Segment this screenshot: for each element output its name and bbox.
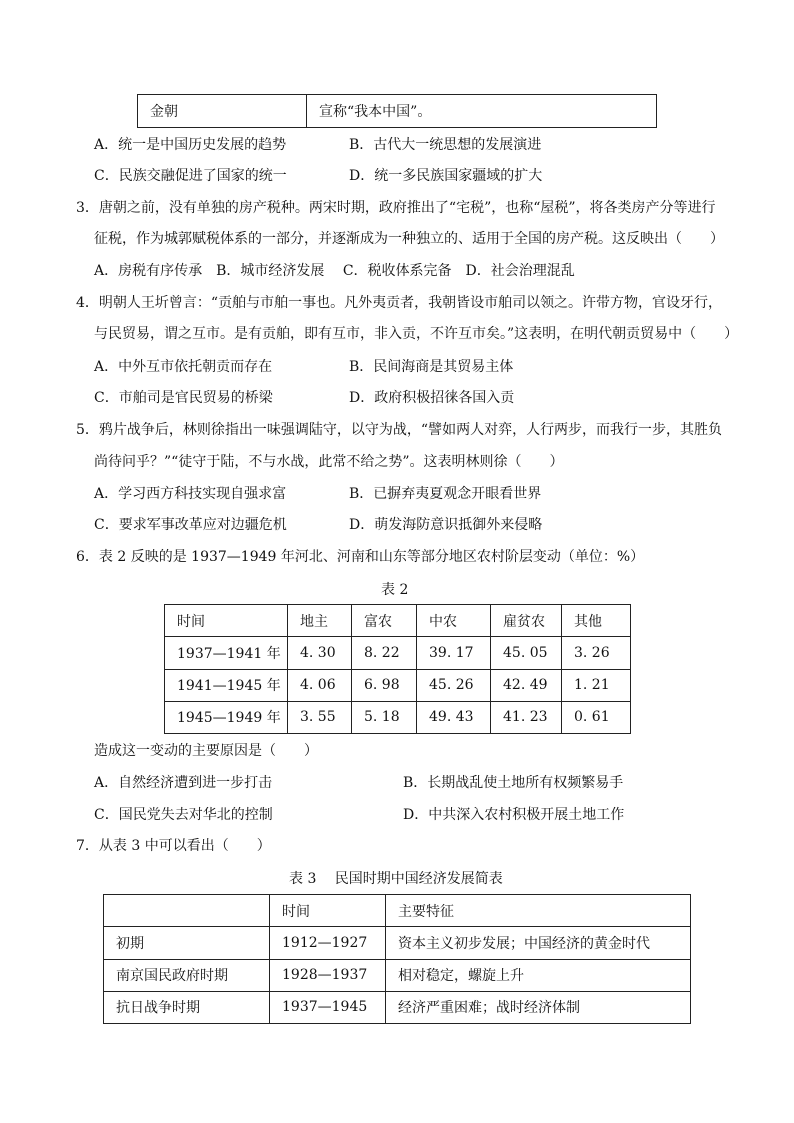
table-header-cell: 中农 bbox=[417, 605, 491, 637]
q6-table-caption: 表 2 bbox=[381, 582, 409, 598]
table-cell: 1937—1941 年 bbox=[165, 637, 288, 669]
q4-option-c: C．市舶司是官民贸易的桥梁 bbox=[94, 390, 273, 406]
table-cell: 4. 30 bbox=[288, 637, 352, 669]
table-header-cell: 时间 bbox=[165, 605, 288, 637]
table-cell: 1912—1927 bbox=[270, 927, 386, 959]
table-header-row bbox=[104, 895, 691, 927]
table-cell: 5. 18 bbox=[352, 701, 417, 733]
q5-option-d: D．萌发海防意识抵御外来侵略 bbox=[349, 517, 543, 533]
table-cell: 1945—1949 年 bbox=[165, 701, 288, 733]
table-row bbox=[165, 701, 631, 733]
q2-table bbox=[137, 94, 657, 128]
q2-option-b: B．古代大一统思想的发展演进 bbox=[349, 137, 542, 153]
table-cell: 41. 23 bbox=[491, 701, 562, 733]
q2-claim-cell: 宣称“我本中国”。 bbox=[307, 95, 657, 128]
table-header-cell: 富农 bbox=[352, 605, 417, 637]
q2-option-c: C．民族交融促进了国家的统一 bbox=[94, 168, 287, 184]
table-row bbox=[104, 927, 691, 959]
table-cell: 39. 17 bbox=[417, 637, 491, 669]
table-cell: 3. 55 bbox=[288, 701, 352, 733]
table-row bbox=[165, 637, 631, 669]
table-row bbox=[104, 959, 691, 991]
table-cell: 抗日战争时期 bbox=[104, 991, 270, 1023]
table-row bbox=[138, 95, 657, 128]
q3-stem-line-1: 3．唐朝之前，没有单独的房产税种。两宋时期，政府推出了“宅税”，也称“屋税”，将各类房产分等进行 bbox=[76, 200, 716, 216]
table-cell: 8. 22 bbox=[352, 637, 417, 669]
table-cell: 资本主义初步发展；中国经济的黄金时代 bbox=[386, 927, 691, 959]
table-cell: 1941—1945 年 bbox=[165, 669, 288, 701]
q5-stem-line-2: 尚待问乎？”“徒守于陆，不与水战，此常不给之势”。这表明林则徐（ ） bbox=[94, 454, 564, 470]
q4-option-b: B．民间海商是其贸易主体 bbox=[349, 359, 514, 375]
table-header-cell: 其他 bbox=[562, 605, 631, 637]
q6-stem-line-1: 6．表 2 反映的是 1937—1949 年河北、河南和山东等部分地区农村阶层变动（单位：%） bbox=[76, 549, 645, 565]
q4-stem-line-1: 4．明朝人王圻曾言：“贡舶与市舶一事也。凡外夷贡者，我朝皆设市舶司以领之。许带方物，官设牙行， bbox=[76, 295, 723, 311]
table-cell: 4. 06 bbox=[288, 669, 352, 701]
table-cell: 45. 26 bbox=[417, 669, 491, 701]
q3-stem-line-2: 征税，作为城郭赋税体系的一部分，并逐渐成为一种独立的、适用于全国的房产税。这反映出（ ） bbox=[94, 231, 724, 247]
table-header-cell: 雇贫农 bbox=[491, 605, 562, 637]
q6-option-c: C．国民党失去对华北的控制 bbox=[94, 807, 273, 823]
q2-dynasty-cell: 金朝 bbox=[138, 95, 307, 128]
table-cell: 初期 bbox=[104, 927, 270, 959]
table-cell: 45. 05 bbox=[491, 637, 562, 669]
q7-stem-line-1: 7．从表 3 中可以看出（ ） bbox=[76, 838, 271, 854]
table-cell: 0. 61 bbox=[562, 701, 631, 733]
table-row bbox=[165, 669, 631, 701]
table-cell: 1937—1945 bbox=[270, 991, 386, 1023]
q4-option-d: D．政府积极招徕各国入贡 bbox=[349, 390, 515, 406]
table-cell: 1. 21 bbox=[562, 669, 631, 701]
table-header-cell: 主要特征 bbox=[386, 895, 691, 927]
q6-option-a: A．自然经济遭到进一步打击 bbox=[94, 775, 273, 791]
table-header-cell: 地主 bbox=[288, 605, 352, 637]
q2-option-d: D．统一多民族国家疆域的扩大 bbox=[349, 168, 543, 184]
table-cell: 6. 98 bbox=[352, 669, 417, 701]
q5-option-a: A．学习西方科技实现自强求富 bbox=[94, 486, 287, 502]
table-row bbox=[104, 991, 691, 1023]
table-cell: 相对稳定，螺旋上升 bbox=[386, 959, 691, 991]
table-cell: 南京国民政府时期 bbox=[104, 959, 270, 991]
table-cell: 49. 43 bbox=[417, 701, 491, 733]
table-cell: 42. 49 bbox=[491, 669, 562, 701]
q4-option-a: A．中外互市依托朝贡而存在 bbox=[94, 359, 273, 375]
q5-stem-line-1: 5．鸦片战争后，林则徐指出一味强调陆守，以守为战，“譬如两人对弈，人行两步，而我行一步，其胜负 bbox=[76, 422, 723, 438]
table-cell: 1928—1937 bbox=[270, 959, 386, 991]
q2-option-a: A．统一是中国历史发展的趋势 bbox=[94, 137, 287, 153]
table-cell: 经济严重困难；战时经济体制 bbox=[386, 991, 691, 1023]
table-header-cell bbox=[104, 895, 270, 927]
q5-option-b: B．已摒弃夷夏观念开眼看世界 bbox=[349, 486, 542, 502]
q7-table bbox=[103, 894, 691, 1024]
table-header-row bbox=[165, 605, 631, 637]
table-cell: 3. 26 bbox=[562, 637, 631, 669]
q4-stem-line-2: 与民贸易，谓之互市。是有贡舶，即有互市，非入贡，不许互市矣。”这表明，在明代朝贡贸易中（ ） bbox=[94, 326, 739, 342]
q6-table bbox=[164, 604, 631, 734]
q6-stem-line-2: 造成这一变动的主要原因是（ ） bbox=[94, 743, 318, 759]
q6-option-d: D．中共深入农村积极开展土地工作 bbox=[403, 807, 625, 823]
q3-options: A．房税有序传承 B．城市经济发展 C．税收体系完备 D．社会治理混乱 bbox=[94, 263, 575, 279]
q5-option-c: C．要求军事改革应对边疆危机 bbox=[94, 517, 287, 533]
table-header-cell: 时间 bbox=[270, 895, 386, 927]
q7-table-caption: 表 3 民国时期中国经济发展简表 bbox=[289, 871, 503, 887]
q6-option-b: B．长期战乱使土地所有权频繁易手 bbox=[403, 775, 624, 791]
